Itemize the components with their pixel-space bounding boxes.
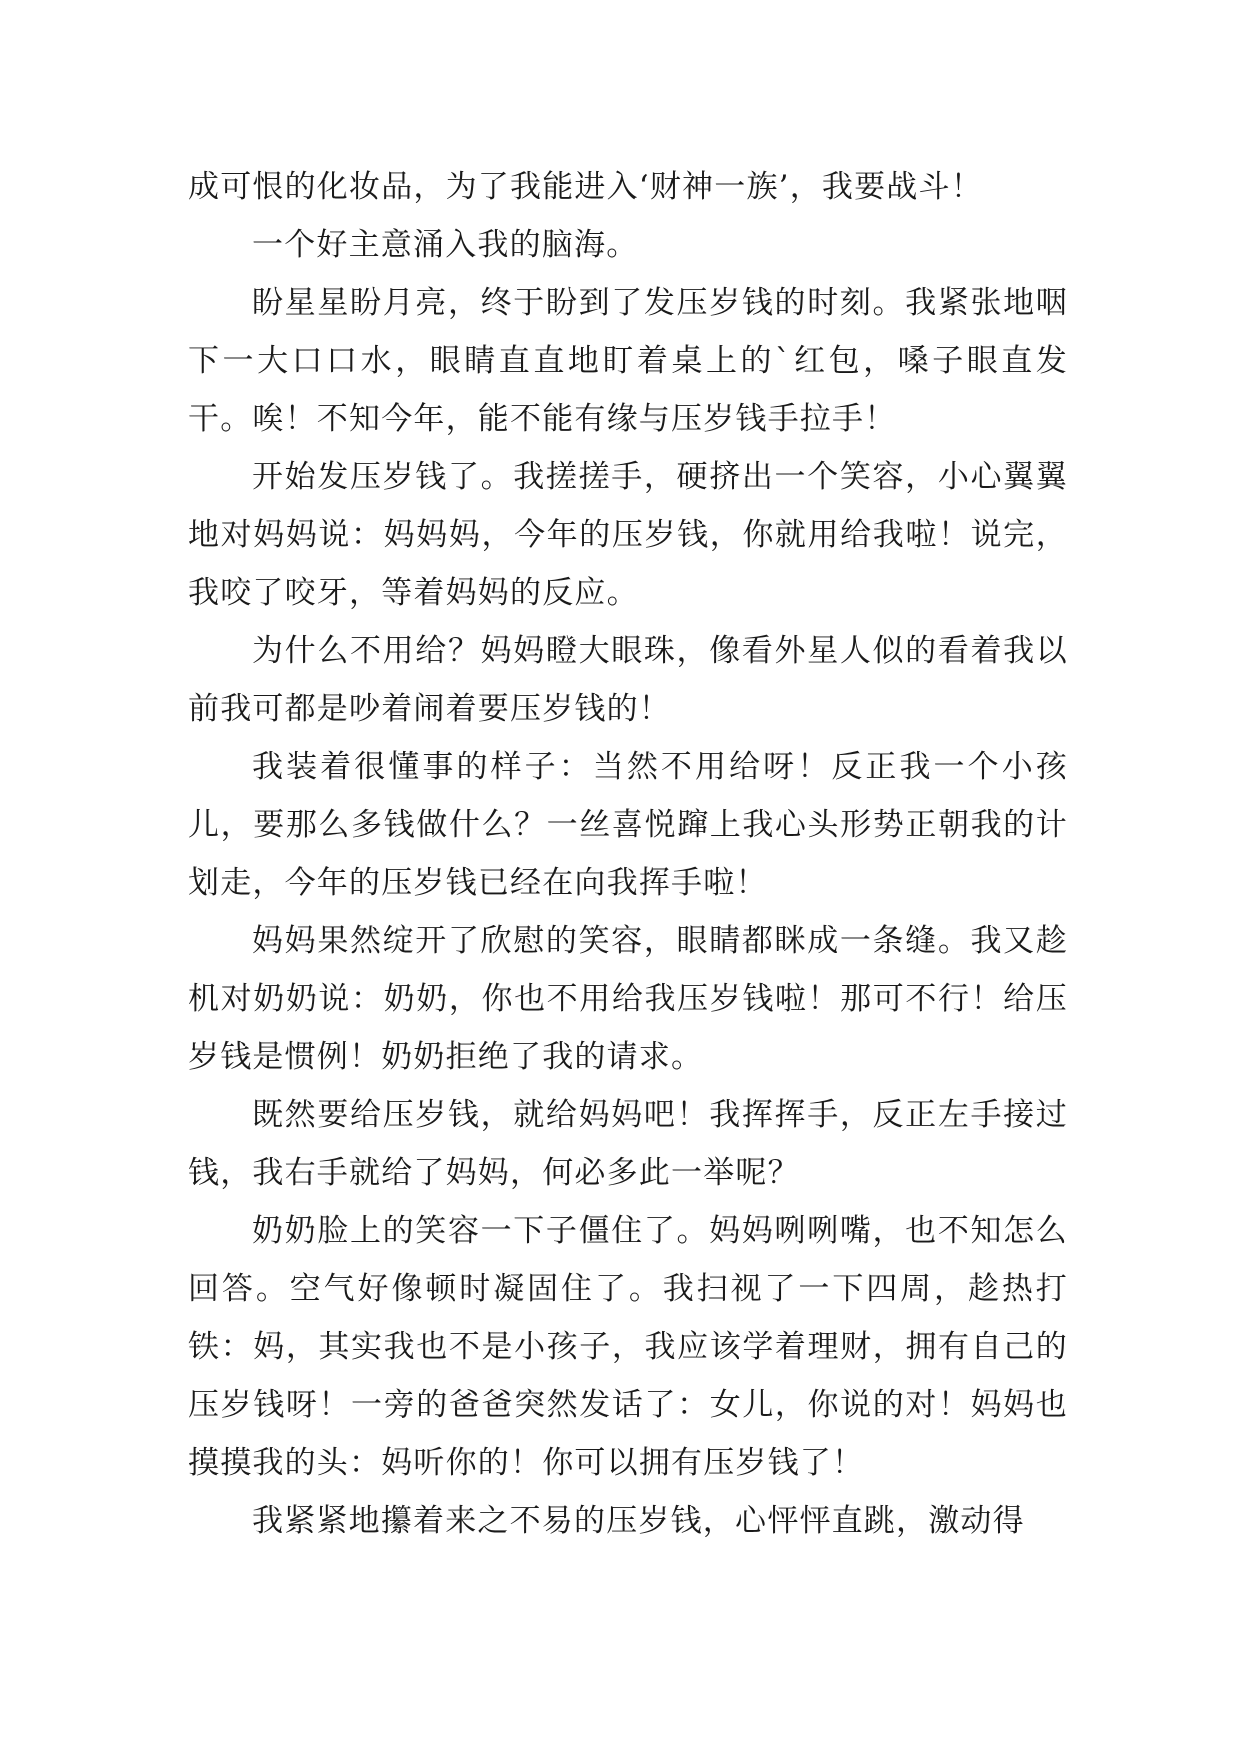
document-body bbox=[188, 158, 1068, 1550]
paragraph: 一个好主意涌入我的脑海。 bbox=[252, 227, 639, 263]
paragraph: 盼星星盼月亮，终于盼到了发压岁钱的时刻。我紧张地咽下一大口口水，眼睛直直地盯着桌上的`红包，嗓子眼直发干。唉！不知今年，能不能有缘与压岁钱手拉手！ bbox=[188, 285, 1068, 437]
paragraph: 开始发压岁钱了。我搓搓手，硬挤出一个笑容，小心翼翼地对妈妈说：妈妈妈，今年的压岁钱，你就用给我啦！说完，我咬了咬牙，等着妈妈的反应。 bbox=[188, 459, 1068, 611]
paragraph: 成可恨的化妆品，为了我能进入‘财神一族’，我要战斗！ bbox=[188, 169, 983, 205]
paragraph: 我装着很懂事的样子：当然不用给呀！反正我一个小孩儿，要那么多钱做什么？一丝喜悦蹿上我心头形势正朝我的计划走，今年的压岁钱已经在向我挥手啦！ bbox=[188, 749, 1068, 901]
paragraph: 奶奶脸上的笑容一下子僵住了。妈妈咧咧嘴，也不知怎么回答。空气好像顿时凝固住了。我扫视了一下四周，趁热打铁：妈，其实我也不是小孩子，我应该学着理财，拥有自己的压岁钱呀！一旁的爸爸突然发话了：女儿，你说的对！妈妈也摸摸我的头：妈听你的！你可以拥有压岁钱了！ bbox=[188, 1213, 1068, 1481]
paragraph: 妈妈果然绽开了欣慰的笑容，眼睛都眯成一条缝。我又趁机对奶奶说：奶奶，你也不用给我压岁钱啦！那可不行！给压岁钱是惯例！奶奶拒绝了我的请求。 bbox=[188, 923, 1068, 1075]
paragraph: 我紧紧地攥着来之不易的压岁钱，心怦怦直跳，激动得 bbox=[252, 1503, 1025, 1539]
paragraph: 为什么不用给？妈妈瞪大眼珠，像看外星人似的看着我以前我可都是吵着闹着要压岁钱的！ bbox=[188, 633, 1068, 727]
paragraph: 既然要给压岁钱，就给妈妈吧！我挥挥手，反正左手接过钱，我右手就给了妈妈，何必多此一举呢？ bbox=[188, 1097, 1068, 1191]
